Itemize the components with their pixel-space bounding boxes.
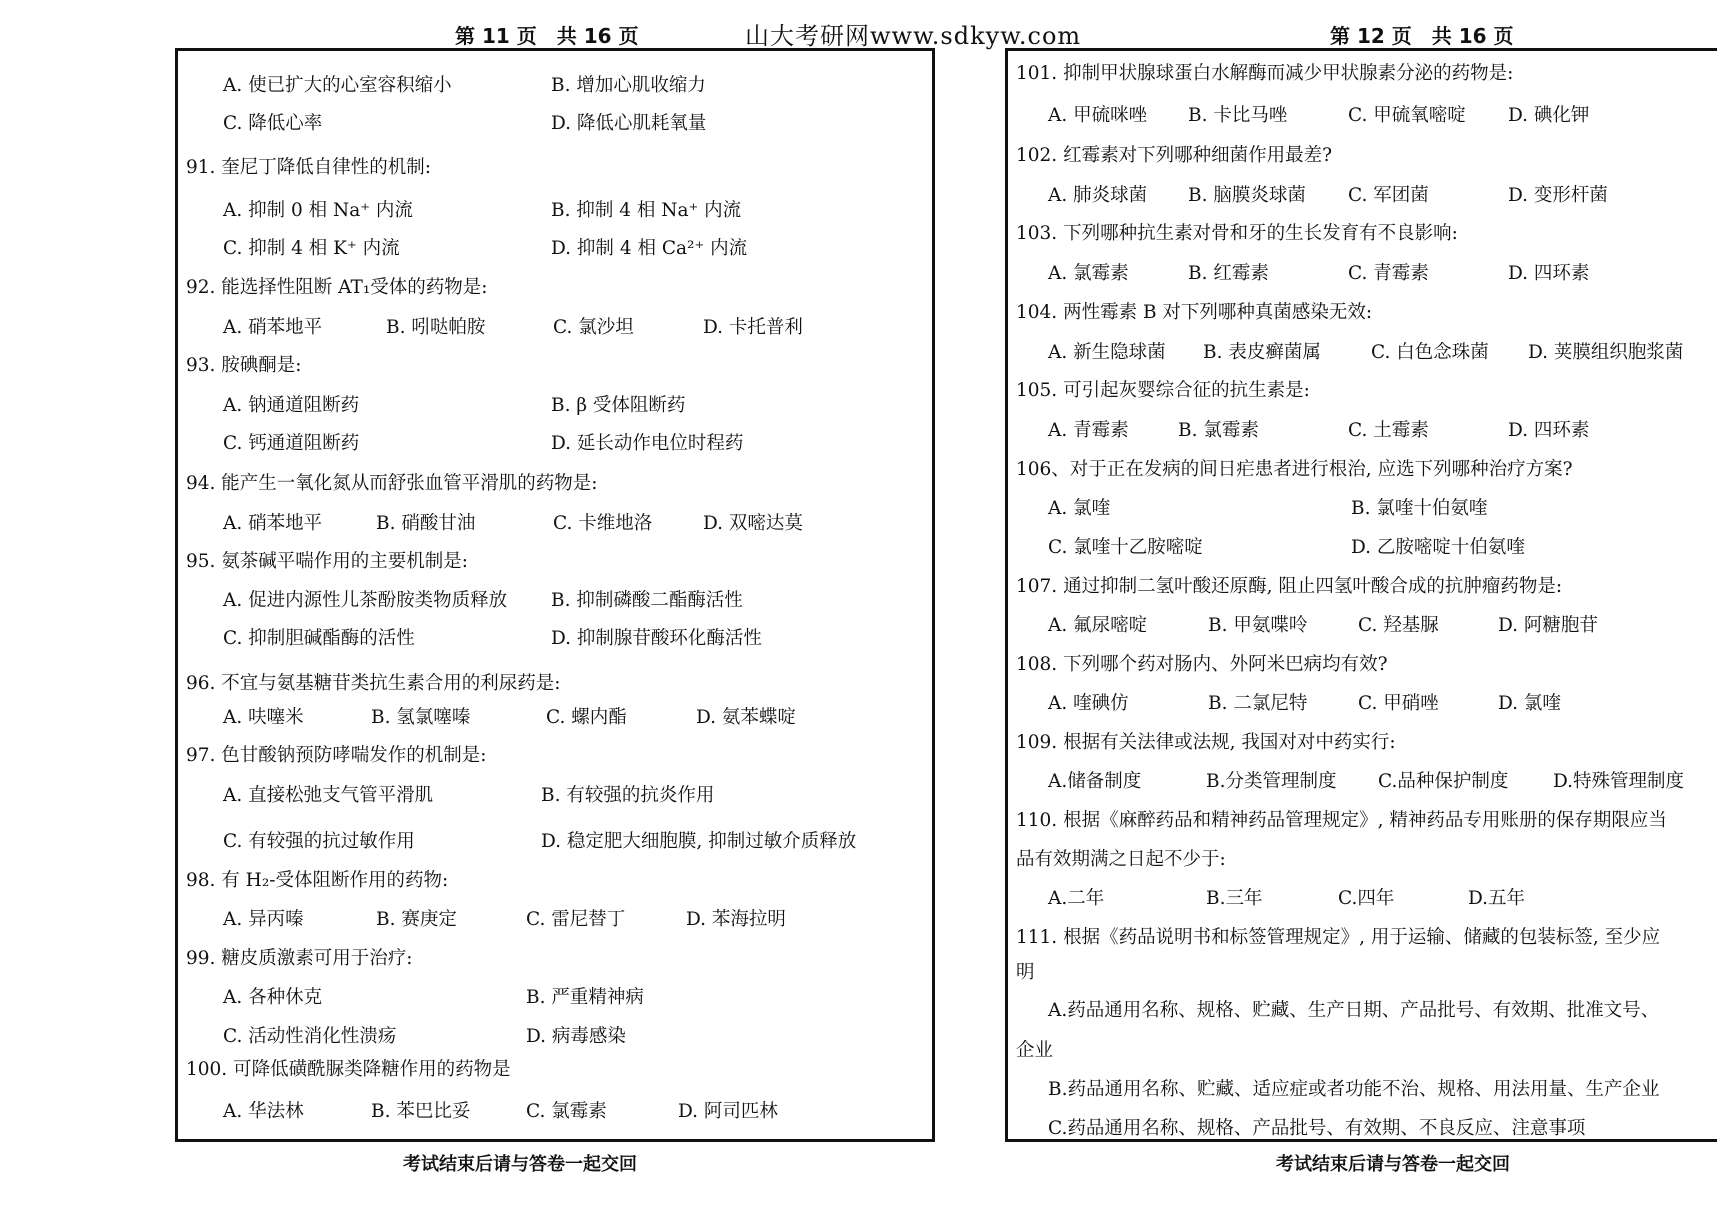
answer-option: A. 使已扩大的心室容积缩小 — [223, 75, 452, 96]
answer-option: D.五年 — [1468, 888, 1526, 909]
answer-option: B. 二氯尼特 — [1208, 693, 1308, 714]
answer-option: B.药品通用名称、贮藏、适应症或者功能不治、规格、用法用量、生产企业 — [1048, 1079, 1660, 1100]
question-text: 93. 胺碘酮是: — [186, 355, 302, 376]
answer-option: B. 卡比马唑 — [1188, 105, 1288, 126]
answer-option: D. 卡托普利 — [703, 317, 803, 338]
answer-option: D. 四环素 — [1508, 263, 1590, 284]
answer-option: A. 氯霉素 — [1048, 263, 1129, 284]
question-text: 111. 根据《药品说明书和标签管理规定》, 用于运输、储藏的包装标签, 至少应 — [1016, 927, 1661, 948]
answer-option: D.特殊管理制度 — [1553, 771, 1685, 792]
question-text: 96. 不宜与氨基糖苷类抗生素合用的利尿药是: — [186, 673, 561, 694]
answer-option: C. 雷尼替丁 — [526, 909, 626, 930]
answer-option: D. 乙胺嘧啶十伯氨喹 — [1351, 537, 1525, 558]
question-text: 91. 奎尼丁降低自律性的机制: — [186, 157, 432, 178]
answer-option: B. 甲氨喋呤 — [1208, 615, 1308, 636]
answer-option: A.二年 — [1048, 888, 1105, 909]
answer-option: C. 氯沙坦 — [553, 317, 634, 338]
answer-option: B. 氯喹十伯氨喹 — [1351, 498, 1488, 519]
answer-option: B. 赛庚定 — [376, 909, 457, 930]
answer-option: C. 军团菌 — [1348, 185, 1429, 206]
right-page-panel — [1005, 48, 1717, 1142]
answer-option: B. 表皮癣菌属 — [1203, 342, 1321, 363]
answer-option: C. 有较强的抗过敏作用 — [223, 831, 415, 852]
answer-option: D. 稳定肥大细胞膜, 抑制过敏介质释放 — [541, 831, 857, 852]
question-text: 98. 有 H₂-受体阻断作用的药物: — [186, 870, 449, 891]
answer-option: C. 羟基脲 — [1358, 615, 1439, 636]
answer-option: C. 青霉素 — [1348, 263, 1429, 284]
answer-option: B. 氯霉素 — [1178, 420, 1259, 441]
answer-option: C.四年 — [1338, 888, 1395, 909]
question-text: 104. 两性霉素 B 对下列哪种真菌感染无效: — [1016, 302, 1373, 323]
answer-option: A. 氟尿嘧啶 — [1048, 615, 1148, 636]
answer-option: D. 氨苯蝶啶 — [696, 707, 796, 728]
page-number-right: 第 12 页 共 16 页 — [1330, 24, 1514, 48]
answer-option: B. 氢氯噻嗪 — [371, 707, 471, 728]
answer-option: C. 卡维地洛 — [553, 513, 653, 534]
answer-option: B.三年 — [1206, 888, 1263, 909]
answer-option: D. 四环素 — [1508, 420, 1590, 441]
answer-option: C. 氯霉素 — [526, 1101, 607, 1122]
answer-option: C. 抑制胆碱酯酶的活性 — [223, 628, 415, 649]
answer-option: B. 严重精神病 — [526, 987, 644, 1008]
answer-option: C. 抑制 4 相 K⁺ 内流 — [223, 238, 400, 259]
question-text: 110. 根据《麻醉药品和精神药品管理规定》, 精神药品专用账册的保存期限应当 — [1016, 810, 1667, 831]
answer-option: D. 病毒感染 — [526, 1026, 626, 1047]
question-text: 106、对于正在发病的间日疟患者进行根治, 应选下列哪种治疗方案? — [1016, 459, 1573, 480]
question-text: 101. 抑制甲状腺球蛋白水解酶而减少甲状腺素分泌的药物是: — [1016, 63, 1514, 84]
answer-option: D. 降低心肌耗氧量 — [551, 113, 707, 134]
footer-note-right: 考试结束后请与答卷一起交回 — [1276, 1154, 1510, 1175]
answer-option: A. 华法林 — [223, 1101, 304, 1122]
answer-option: B. 抑制 4 相 Na⁺ 内流 — [551, 200, 742, 221]
question-text: 企业 — [1016, 1040, 1054, 1061]
answer-option: C. 降低心率 — [223, 113, 323, 134]
question-text: 103. 下列哪种抗生素对骨和牙的生长发育有不良影响: — [1016, 223, 1458, 244]
answer-option: B. 有较强的抗炎作用 — [541, 785, 715, 806]
question-text: 品有效期满之日起不少于: — [1016, 849, 1226, 870]
answer-option: B. 增加心肌收缩力 — [551, 75, 706, 96]
answer-option: B.分类管理制度 — [1206, 771, 1337, 792]
question-text: 99. 糖皮质激素可用于治疗: — [186, 948, 413, 969]
question-text: 107. 通过抑制二氢叶酸还原酶, 阻止四氢叶酸合成的抗肿瘤药物是: — [1016, 576, 1563, 597]
question-text: 97. 色甘酸钠预防哮喘发作的机制是: — [186, 745, 487, 766]
answer-option: A.储备制度 — [1048, 771, 1142, 792]
answer-option: D. 氯喹 — [1498, 693, 1561, 714]
answer-option: C. 活动性消化性溃疡 — [223, 1026, 397, 1047]
answer-option: A. 促进内源性儿茶酚胺类物质释放 — [223, 590, 508, 611]
answer-option: A. 钠通道阻断药 — [223, 395, 360, 416]
page-number-left: 第 11 页 共 16 页 — [455, 24, 639, 48]
answer-option: A.药品通用名称、规格、贮藏、生产日期、产品批号、有效期、批准文号、 — [1048, 1000, 1660, 1021]
answer-option: D. 抑制腺苷酸环化酶活性 — [551, 628, 762, 649]
answer-option: D. 荚膜组织胞浆菌 — [1528, 342, 1684, 363]
answer-option: D. 碘化钾 — [1508, 105, 1590, 126]
answer-option: B. β 受体阻断药 — [551, 395, 686, 416]
left-page-panel — [175, 48, 935, 1142]
answer-option: D. 双嘧达莫 — [703, 513, 803, 534]
answer-option: C. 氯喹十乙胺嘧啶 — [1048, 537, 1203, 558]
question-text: 95. 氨茶碱平喘作用的主要机制是: — [186, 551, 469, 572]
footer-note-left: 考试结束后请与答卷一起交回 — [403, 1154, 637, 1175]
answer-option: C. 土霉素 — [1348, 420, 1429, 441]
question-text: 105. 可引起灰婴综合征的抗生素是: — [1016, 380, 1310, 401]
answer-option: A. 新生隐球菌 — [1048, 342, 1166, 363]
answer-option: C.药品通用名称、规格、产品批号、有效期、不良反应、注意事项 — [1048, 1118, 1586, 1139]
answer-option: B. 脑膜炎球菌 — [1188, 185, 1306, 206]
answer-option: A. 各种休克 — [223, 987, 323, 1008]
answer-option: B. 吲哒帕胺 — [386, 317, 486, 338]
answer-option: A. 甲硫咪唑 — [1048, 105, 1148, 126]
answer-option: D. 变形杆菌 — [1508, 185, 1608, 206]
answer-option: C. 白色念珠菌 — [1371, 342, 1489, 363]
answer-option: D. 抑制 4 相 Ca²⁺ 内流 — [551, 238, 748, 259]
answer-option: C. 甲硫氧嘧啶 — [1348, 105, 1466, 126]
answer-option: B. 硝酸甘油 — [376, 513, 476, 534]
answer-option: A. 青霉素 — [1048, 420, 1129, 441]
answer-option: A. 异丙嗪 — [223, 909, 304, 930]
answer-option: A. 硝苯地平 — [223, 317, 323, 338]
question-text: 明 — [1016, 962, 1035, 983]
question-text: 94. 能产生一氧化氮从而舒张血管平滑肌的药物是: — [186, 473, 598, 494]
answer-option: C. 螺内酯 — [546, 707, 627, 728]
question-text: 108. 下列哪个药对肠内、外阿米巴病均有效? — [1016, 654, 1388, 675]
answer-option: A. 肺炎球菌 — [1048, 185, 1148, 206]
question-text: 92. 能选择性阻断 AT₁受体的药物是: — [186, 277, 488, 298]
answer-option: A. 呋噻米 — [223, 707, 304, 728]
answer-option: A. 喹碘仿 — [1048, 693, 1129, 714]
answer-option: A. 硝苯地平 — [223, 513, 323, 534]
question-text: 109. 根据有关法律或法规, 我国对对中药实行: — [1016, 732, 1396, 753]
answer-option: A. 氯喹 — [1048, 498, 1111, 519]
answer-option: D. 阿糖胞苷 — [1498, 615, 1598, 636]
answer-option: B. 苯巴比妥 — [371, 1101, 471, 1122]
answer-option: D. 阿司匹林 — [678, 1101, 778, 1122]
answer-option: B. 红霉素 — [1188, 263, 1269, 284]
answer-option: C. 甲硝唑 — [1358, 693, 1439, 714]
answer-option: D. 苯海拉明 — [686, 909, 786, 930]
answer-option: C.品种保护制度 — [1378, 771, 1509, 792]
answer-option: A. 抑制 0 相 Na⁺ 内流 — [223, 200, 413, 221]
question-text: 100. 可降低磺酰脲类降糖作用的药物是 — [186, 1059, 511, 1080]
answer-option: A. 直接松弛支气管平滑肌 — [223, 785, 434, 806]
answer-option: B. 抑制磷酸二酯酶活性 — [551, 590, 743, 611]
answer-option: D. 延长动作电位时程药 — [551, 433, 744, 454]
site-watermark: 山大考研网www.sdkyw.com — [745, 22, 1082, 50]
answer-option: C. 钙通道阻断药 — [223, 433, 360, 454]
question-text: 102. 红霉素对下列哪种细菌作用最差? — [1016, 145, 1332, 166]
